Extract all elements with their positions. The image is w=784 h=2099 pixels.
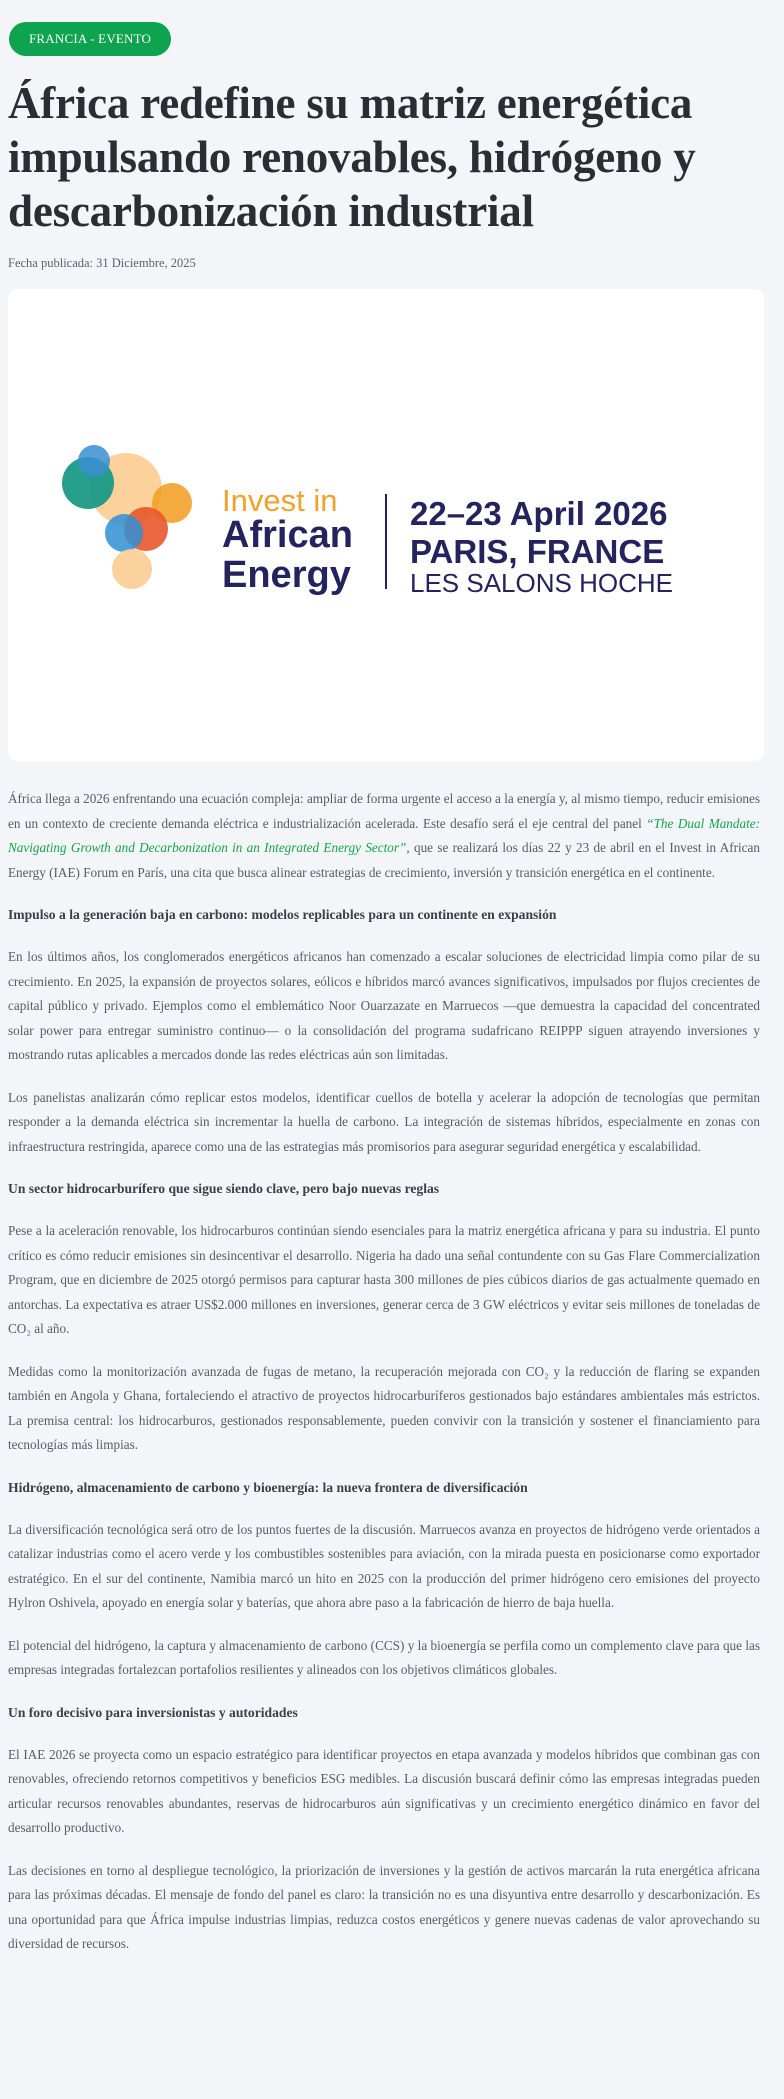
brand-line2: African bbox=[222, 514, 353, 556]
brand-line3: Energy bbox=[222, 554, 351, 596]
paragraph: Medidas como la monitorización avanzada de fugas de metano, la recuperación mejorada con CO₂ y la reducción de flaring se expanden también en Angola y Ghana, fortaleciendo el atractivo de proyectos hidrocarburíferos gestionados bajo estándares ambientales más estrictos. La premisa central: los hidrocarburos, gestionados responsablemente, pueden convivir con la transición y sostener el financiamiento para tecnologías más limpias. bbox=[8, 1363, 760, 1452]
hero-image bbox=[8, 289, 764, 761]
section-heading: Hidrógeno, almacenamiento de carbono y bioenergía: la nueva frontera de diversificación bbox=[8, 1479, 528, 1495]
event-venue: LES SALONS HOCHE bbox=[410, 568, 673, 598]
brand-line1: Invest in bbox=[222, 483, 338, 518]
paragraph: Los panelistas analizarán cómo replicar estos modelos, identificar cuellos de botella y acelerar la adopción de tecnologías que permitan responder a la demanda eléctrica sin incrementar la huella de carbono. La integración de sistemas híbridos, especialmente en zonas con infraestructura restringida, aparece como una de las estrategias más promisorios para asegurar seguridad energética y escalabilidad. bbox=[8, 1089, 760, 1154]
panel-title-quote: “The Dual Mandate: Navigating Growth and Decarbonization in an Integrated Energy Sector” bbox=[8, 815, 760, 855]
event-date: 22–23 April 2026 bbox=[410, 495, 668, 532]
article-title: África redefine su matriz energética impulsando renovables, hidrógeno y descarbonización industrial bbox=[8, 78, 696, 236]
paragraph: Las decisiones en torno al despliegue tecnológico, la priorización de inversiones y la gestión de activos marcarán la ruta energética africana para las próximas décadas. El mensaje de fondo del panel es claro: la transición no es una disyuntiva entre desarrollo y descarbonización. Es una oportunidad para que África impulse industrias limpias, reduzca costos energéticos y genere nuevas cadenas de valor aprovechando su diversidad de recursos. bbox=[8, 1862, 760, 1951]
paragraph: Pese a la aceleración renovable, los hidrocarburos continúan siendo esenciales para la matriz energética africana y para su industria. El punto crítico es cómo reducir emisiones sin desincentivar el desarrollo. Nigeria ha dado una señal contundente con su Gas Flare Commercialization Program, que en diciembre de 2025 otorgó permisos para capturar hasta 300 millones de pies cúbicos diarios de gas actualmente quemado en antorchas. La expectativa es atraer US$2.000 millones en inversiones, generar cerca de 3 GW eléctricos y evitar seis millones de toneladas de CO₂ al año. bbox=[8, 1223, 760, 1336]
section-heading: Un sector hidrocarburífero que sigue siendo clave, pero bajo nuevas reglas bbox=[8, 1181, 440, 1196]
section-heading: Un foro decisivo para inversionistas y autoridades bbox=[8, 1704, 298, 1720]
circles-logo-icon bbox=[62, 445, 192, 589]
intro-text-end: , que se realizará los días 22 y 23 de abril en el Invest in African Energy (IAE) Forum en París, una cita que busca alinear estrategias de crecimiento, inversión y transición energética en el continente. bbox=[8, 840, 760, 880]
paragraph: El potencial del hidrógeno, la captura y almacenamiento de carbono (CCS) y la bioenergía se perfila como un complemento clave para que las empresas integradas fortalezcan portafolios resilientes y alineados con los objetivos climáticos globales. bbox=[8, 1637, 760, 1677]
paragraph: La diversificación tecnológica será otro de los puntos fuertes de la discusión. Marruecos avanza en proyectos de hidrógeno verde orientados a catalizar industrias como el acero verde y los combustibles sostenibles para aviación, con la mirada puesta en posicionarse como exportador estratégico. En el sur del continente, Namibia marcó un hito en 2025 con la producción del primer hidrógeno cero emisiones del proyecto Hylron Oshivela, apoyado en energía solar y baterías, que ahora abre paso a la fabricación de hierro de baja huella. bbox=[8, 1521, 760, 1610]
category-badge[interactable]: FRANCIA - EVENTO bbox=[9, 22, 171, 56]
section-heading: Impulso a la generación baja en carbono: modelos replicables para un continente en expansión bbox=[8, 907, 557, 922]
paragraph: En los últimos años, los conglomerados energéticos africanos han comenzado a escalar soluciones de electricidad limpia como pilar de su crecimiento. En 2025, la expansión de proyectos solares, eólicos e híbridos marcó avances significativos, impulsados por flujos crecientes de capital público y privado. Ejemplos como el emblemático Noor Ouarzazate en Marruecos —que demuestra la capacidad del concentrated solar power para entregar suministro continuo— o la consolidación del programa sudafricano REIPPP siguen atrayendo inversiones y mostrando rutas aplicables a mercados donde las redes eléctricas aún son limitadas. bbox=[8, 949, 760, 1062]
intro-text: África llega a 2026 enfrentando una ecuación compleja: ampliar de forma urgente el acceso a la energía y, al mismo tiempo, reducir emisiones en un contexto de creciente demanda eléctrica e industrialización acelerada. Este desafío será el eje central del panel bbox=[8, 791, 760, 831]
paragraph: El IAE 2026 se proyecta como un espacio estratégico para identificar proyectos en etapa avanzada y modelos híbridos que combinan gas con renovables, ofreciendo retornos competitivos y beneficios ESG medibles. La discusión buscará definir cómo las empresas integradas pueden articular recursos renovables abundantes, reservas de hidrocarburos aún significativas y un crecimiento energético dinámico en favor del desarrollo productivo. bbox=[8, 1746, 760, 1835]
event-banner bbox=[8, 289, 764, 761]
article-body bbox=[8, 787, 760, 1957]
publish-date: Fecha publicada: 31 Diciembre, 2025 bbox=[8, 256, 196, 270]
intro-paragraph bbox=[8, 787, 760, 885]
event-city: PARIS, FRANCE bbox=[410, 533, 665, 570]
